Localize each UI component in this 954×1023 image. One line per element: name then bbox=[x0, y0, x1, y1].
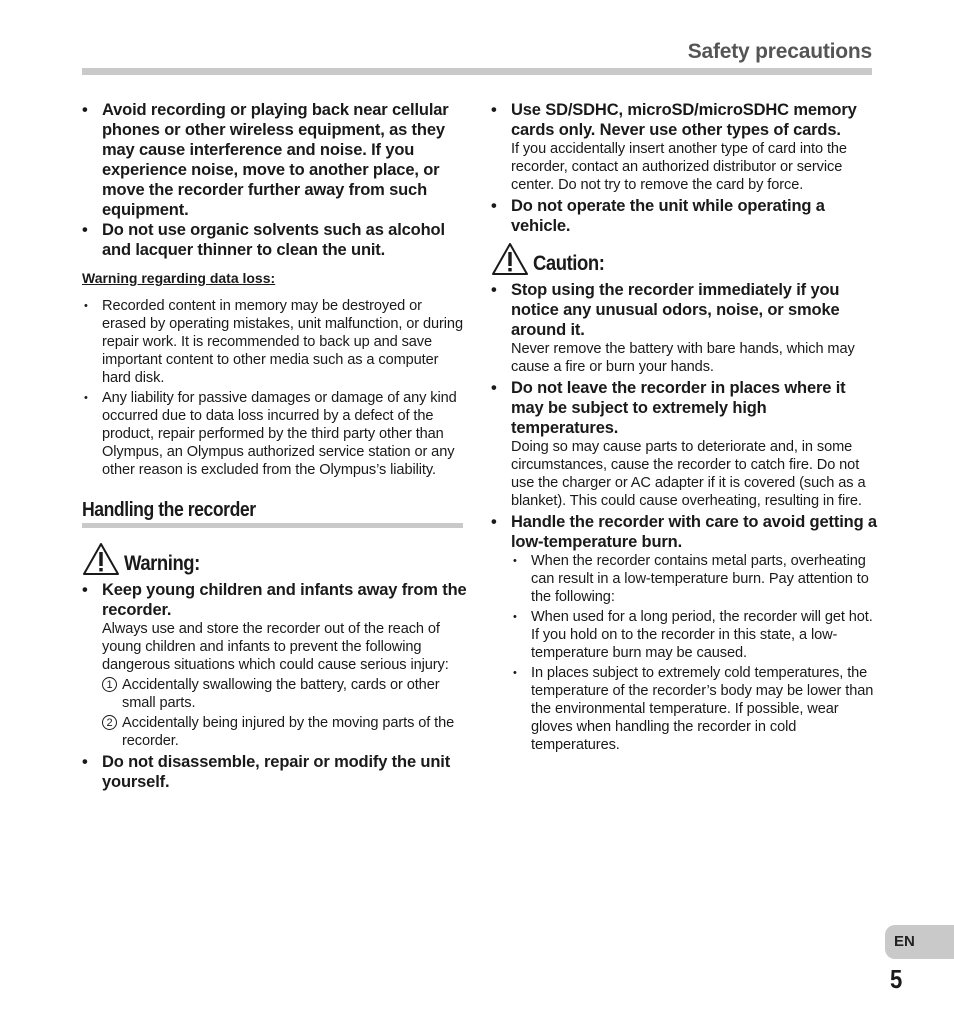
number-circle: 2 bbox=[102, 715, 117, 730]
sub-item-text: When used for a long period, the recorder will get hot. If you hold on to the recorder in this state, a low-temperature burn may be caused. bbox=[531, 609, 873, 661]
number-circle: 1 bbox=[102, 677, 117, 692]
item-heading: Do not leave the recorder in places where it may be subject to extremely high temperatures. bbox=[511, 379, 846, 437]
section-title: Handling the recorder bbox=[82, 499, 256, 521]
list-item bbox=[82, 752, 468, 792]
list-item bbox=[491, 280, 877, 376]
numbered-text: Accidentally swallowing the battery, cards or other small parts. bbox=[122, 677, 440, 711]
sub-item-text: In places subject to extremely cold temperatures, the temperature of the recorder’s body may be lower than the environmental temperature. If possible, wear gloves when handling the recorder in cold temperatures. bbox=[531, 665, 874, 753]
warning-label: Warning: bbox=[124, 552, 200, 575]
item-heading: Do not operate the unit while operating a vehicle. bbox=[511, 197, 825, 235]
bullet: • bbox=[82, 221, 88, 239]
caution-triangle-icon bbox=[491, 242, 529, 276]
bullet: • bbox=[491, 101, 497, 119]
bullet: • bbox=[491, 197, 497, 215]
item-heading: Use SD/SDHC, microSD/microSDHC memory cards only. Never use other types of cards. bbox=[511, 101, 857, 139]
caution-label: Caution: bbox=[533, 252, 605, 275]
sub-list-item bbox=[511, 664, 877, 754]
bullet: • bbox=[491, 513, 497, 531]
list-item bbox=[82, 389, 468, 479]
list-item bbox=[491, 196, 877, 236]
page-number: 5 bbox=[890, 964, 903, 994]
list-item bbox=[491, 100, 877, 194]
bullet: • bbox=[513, 555, 517, 567]
data-loss-heading: Warning regarding data loss: bbox=[82, 270, 276, 286]
item-heading: Avoid recording or playing back near cellular phones or other wireless equipment, as they may cause interference and noise. If you experience noise, move to another place, or move the recorder further away from such equipment. bbox=[102, 101, 449, 219]
item-heading: Stop using the recorder immediately if you notice any unusual odors, noise, or smoke around it. bbox=[511, 281, 840, 339]
sub-list-item bbox=[511, 608, 877, 662]
list-item bbox=[82, 100, 468, 220]
language-badge bbox=[885, 925, 954, 959]
item-body: Always use and store the recorder out of the reach of young children and infants to prevent the following dangerous situations which could cause serious injury: bbox=[102, 621, 449, 673]
bullet: • bbox=[82, 753, 88, 771]
item-heading: Keep young children and infants away from the recorder. bbox=[102, 581, 467, 619]
item-body: Never remove the battery with bare hands, which may cause a fire or burn your hands. bbox=[511, 341, 855, 375]
bullet: • bbox=[513, 611, 517, 623]
bullet: • bbox=[82, 101, 88, 119]
item-text: Any liability for passive damages or damage of any kind occurred due to data loss incurred by a defect of the product, repair performed by the third party other than Olympus, an Olympus authorized service station or any other reason is excluded from the Olympus’s liability. bbox=[102, 390, 457, 478]
item-heading: Do not use organic solvents such as alcohol and lacquer thinner to clean the unit. bbox=[102, 221, 445, 259]
left-column bbox=[82, 100, 468, 792]
list-item bbox=[82, 220, 468, 260]
item-body: Doing so may cause parts to deteriorate and, in some circumstances, cause the recorder to catch fire. Do not use the charger or AC adapter if it is covered (such as a blanket). This could cause overheating, resulting in fire. bbox=[511, 439, 866, 509]
bullet: • bbox=[84, 392, 88, 404]
section-rule bbox=[82, 523, 463, 528]
warning-heading bbox=[82, 542, 468, 576]
sub-list-item bbox=[511, 552, 877, 606]
bullet: • bbox=[84, 300, 88, 312]
list-item bbox=[491, 378, 877, 510]
numbered-item bbox=[102, 676, 468, 712]
bullet: • bbox=[513, 667, 517, 679]
numbered-item bbox=[102, 714, 468, 750]
item-text: Recorded content in memory may be destroyed or erased by operating mistakes, unit malfunction, or during repair work. It is recommended to back up and save important content to other media such as a computer hard disk. bbox=[102, 298, 463, 386]
list-item bbox=[491, 512, 877, 754]
item-heading: Handle the recorder with care to avoid getting a low-temperature burn. bbox=[511, 513, 877, 551]
right-column bbox=[491, 100, 877, 756]
bullet: • bbox=[491, 281, 497, 299]
item-body: If you accidentally insert another type of card into the recorder, contact an authorized distributor or service center. Do not try to remove the card by force. bbox=[511, 141, 847, 193]
header-rule bbox=[82, 68, 872, 75]
warning-triangle-icon bbox=[82, 542, 120, 576]
bullet: • bbox=[82, 581, 88, 599]
item-heading: Do not disassemble, repair or modify the unit yourself. bbox=[102, 753, 451, 791]
list-item bbox=[82, 580, 468, 750]
sub-item-text: When the recorder contains metal parts, overheating can result in a low-temperature burn. Pay attention to the following: bbox=[531, 553, 869, 605]
caution-heading bbox=[491, 242, 877, 276]
language-label: EN bbox=[894, 933, 915, 950]
list-item bbox=[82, 297, 468, 387]
bullet: • bbox=[491, 379, 497, 397]
numbered-text: Accidentally being injured by the moving parts of the recorder. bbox=[122, 715, 455, 749]
page-header-title: Safety precautions bbox=[687, 40, 872, 63]
